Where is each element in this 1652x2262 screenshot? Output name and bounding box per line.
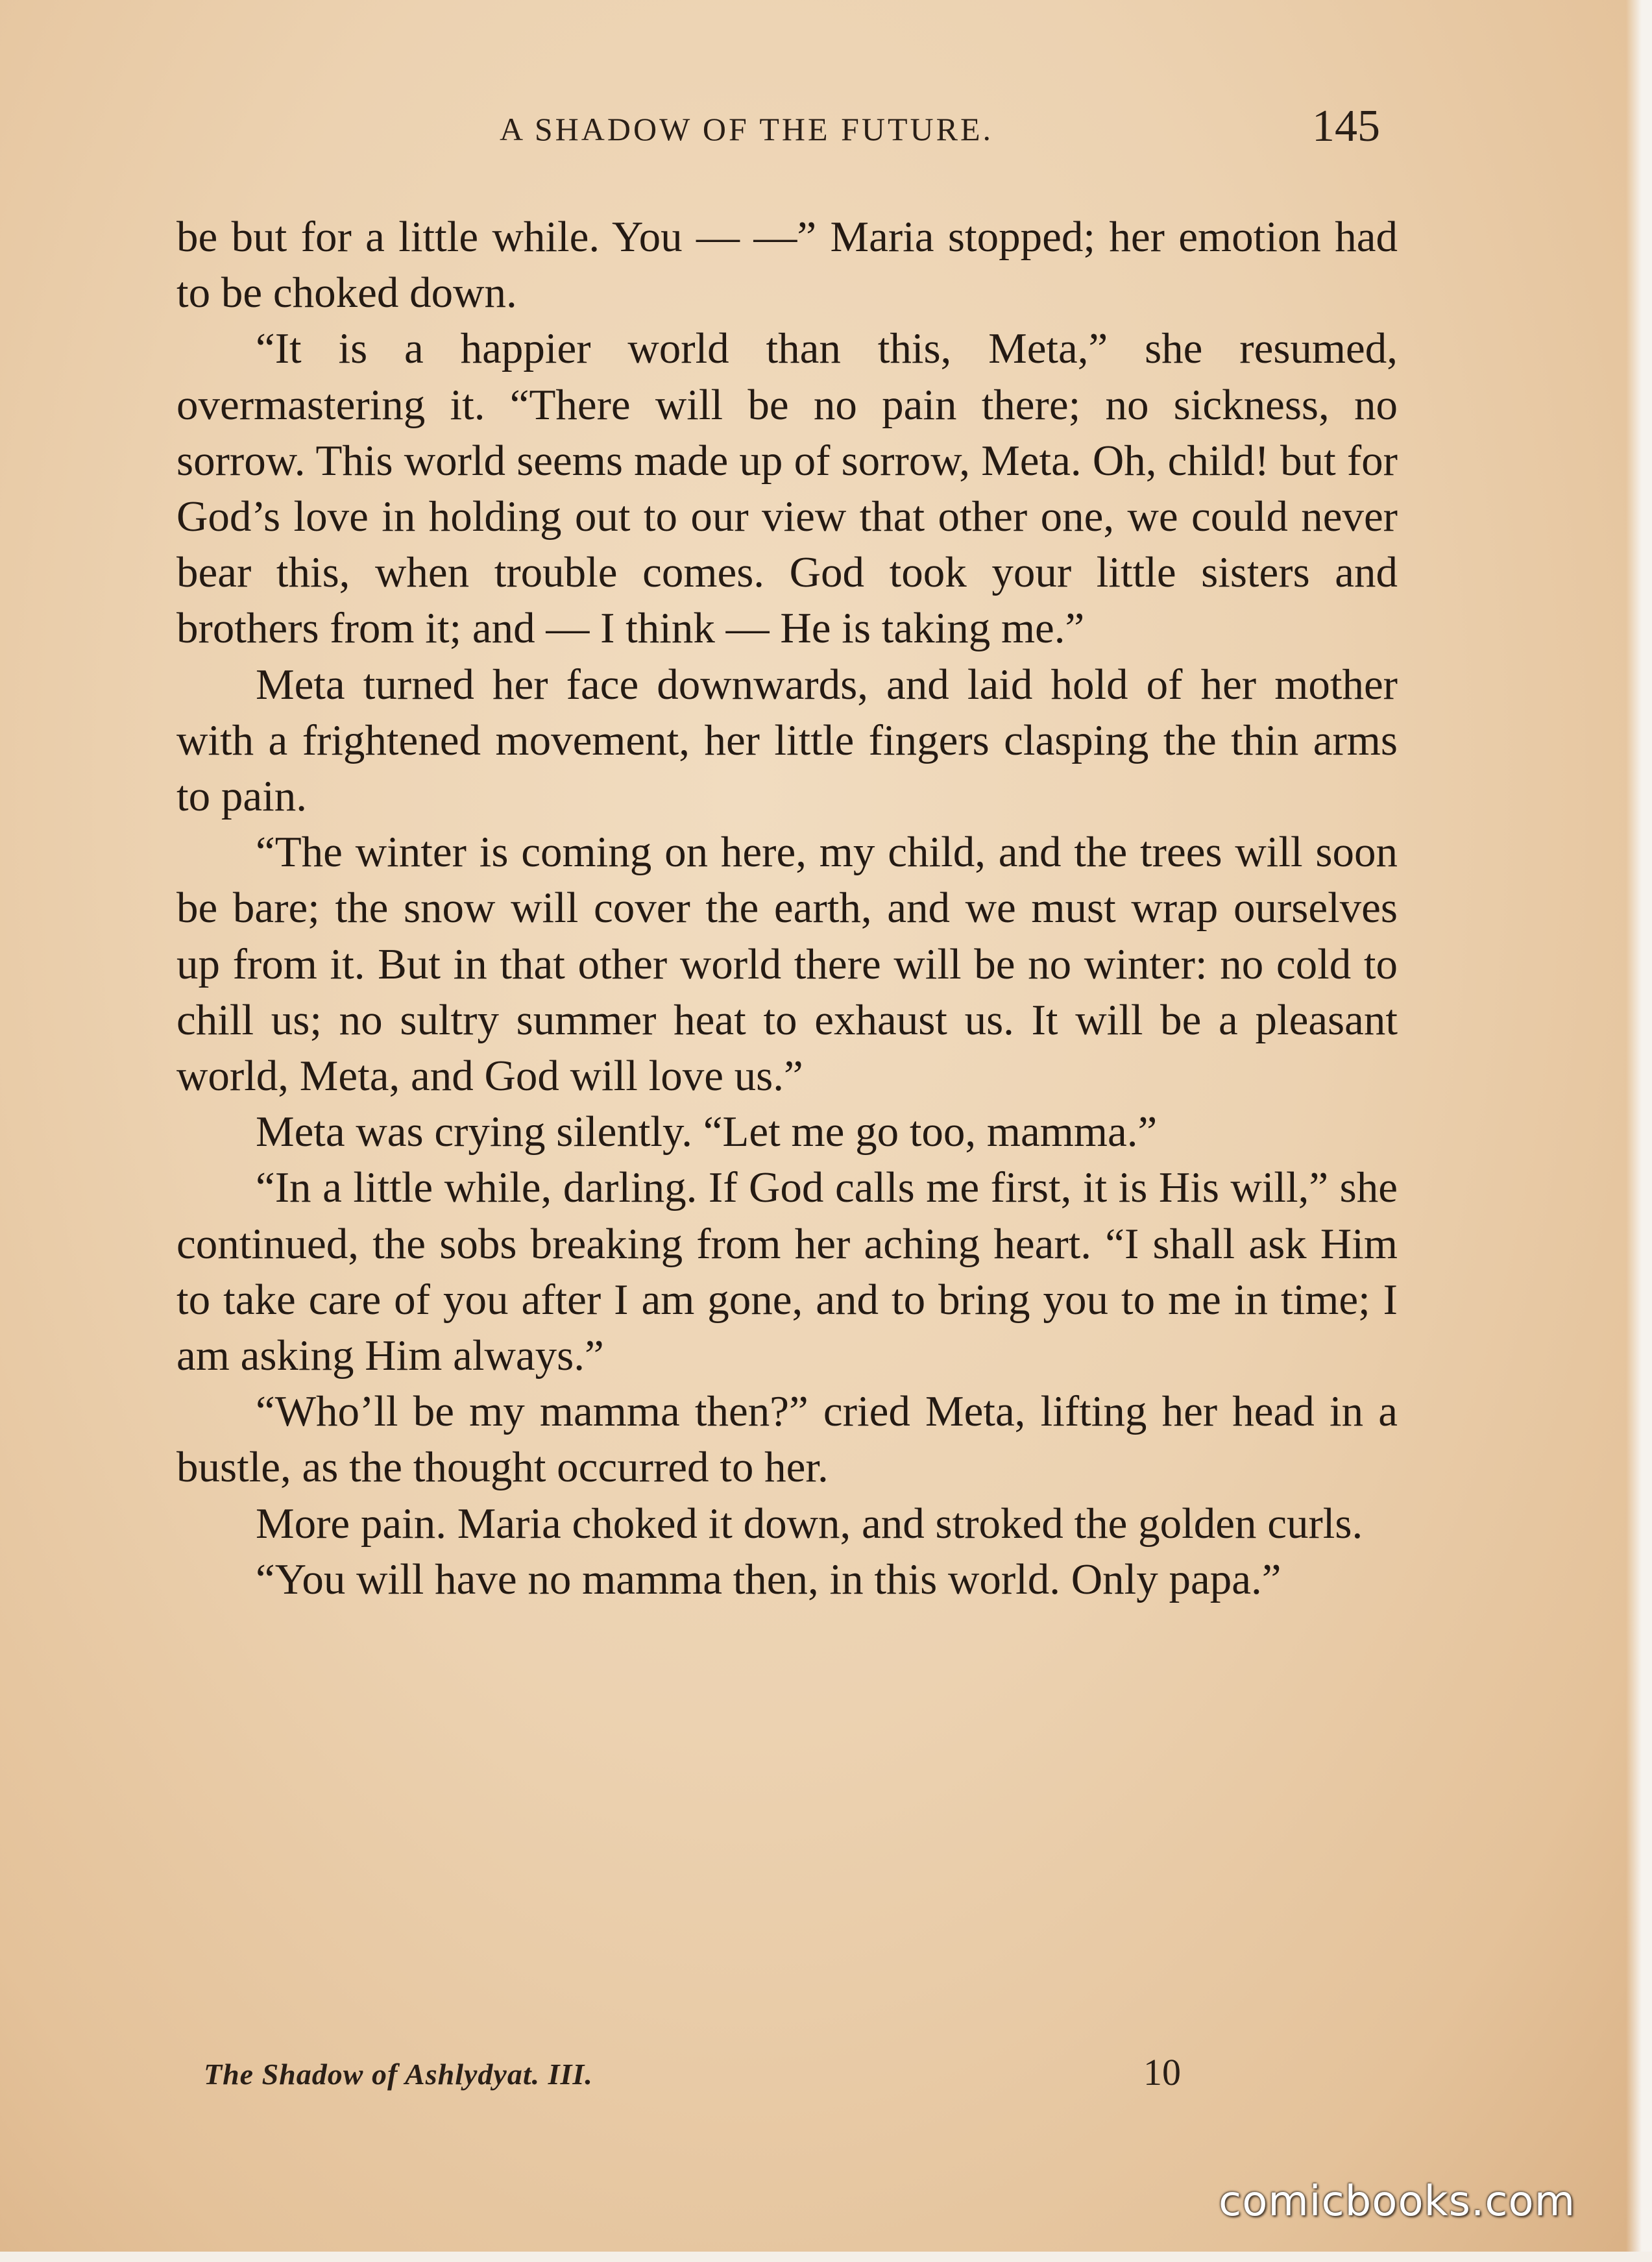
watermark: comicbooks.com — [1219, 2178, 1576, 2226]
paragraph: More pain. Maria choked it down, and stroked the golden curls. — [256, 1499, 1363, 1548]
paragraph: “The winter is coming on here, my child, and the trees will soon be bare; the snow will cover the earth, and we must wrap ourselves up from it. But in that other world there will be no winter: no cold to chill us; no sultry summer heat to exhaust us. It will be a pleasant world, Meta, and God will love us.” — [176, 828, 1398, 1101]
paragraph: Meta turned her face downwards, and laid hold of her mother with a frightened movement, her little fingers clasping the thin arms to pain. — [176, 660, 1398, 821]
paragraph: “It is a happier world than this, Meta,” she resumed, overmastering it. “There will be no pain there; no sickness, no sorrow. This world seems made up of sorrow, Meta. Oh, child! but for God’s love in holding out to our view that other one, we could never bear this, when trouble comes. God took your little sisters and brothers from it; and — I think — He is taking me.” — [176, 324, 1398, 653]
body-text — [176, 209, 1398, 1607]
paragraph: “In a little while, darling. If God calls me first, it is His will,” she continued, the sobs breaking from her aching heart. “I shall ask Him to take care of you after I am gone, and to bring you to me in time; I am asking Him always.” — [176, 1163, 1398, 1380]
running-head-title: A SHADOW OF THE FUTURE. — [500, 111, 994, 147]
paragraph: “Who’ll be my mamma then?” cried Meta, lifting her head in a bustle, as the thought occurred to her. — [176, 1387, 1398, 1492]
paragraph: be but for a little while. You — —” Maria stopped; her emotion had to be choked down. — [176, 213, 1398, 317]
page-number: 145 — [1312, 101, 1380, 151]
page-edge-bottom — [0, 2252, 1652, 2262]
paragraph: Meta was crying silently. “Let me go too, mamma.” — [256, 1108, 1158, 1156]
signature-title: The Shadow of Ashlydyat. III. — [204, 2058, 593, 2091]
paragraph: “You will have no mamma then, in this world. Only papa.” — [256, 1555, 1282, 1603]
signature-number: 10 — [1143, 2051, 1181, 2093]
signature-line — [204, 2050, 1216, 2102]
page-edge-right — [1626, 0, 1652, 2262]
